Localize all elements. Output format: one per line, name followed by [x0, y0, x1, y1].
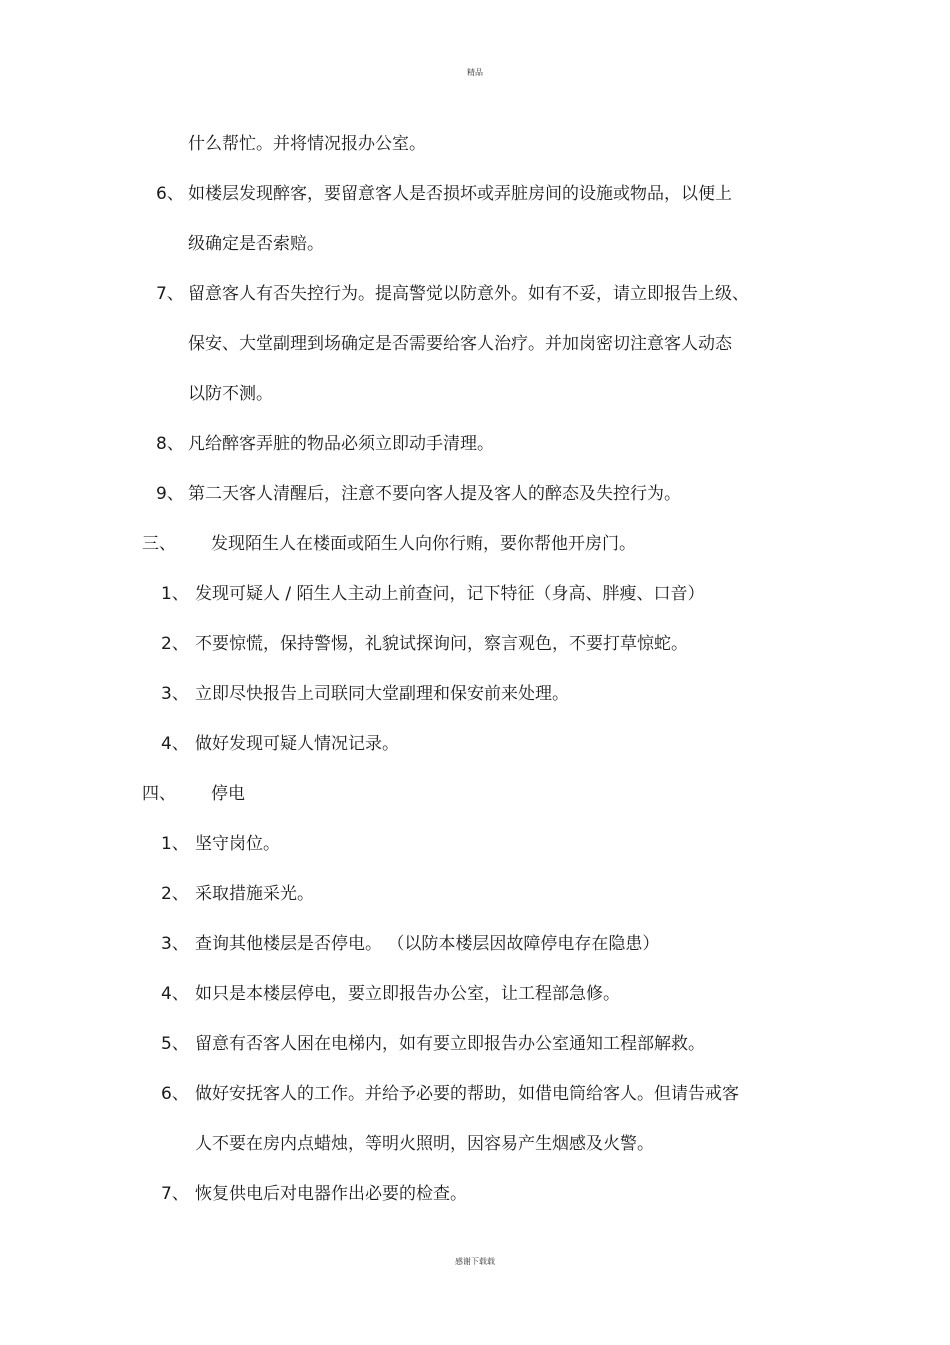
item-number: 1、	[161, 834, 189, 854]
item-number: 4、	[161, 734, 189, 754]
item-number: 6、	[156, 184, 184, 204]
line-text: 什么帮忙。并将情况报办公室。	[188, 134, 426, 154]
line-text: 留意客人有否失控行为。提高警觉以防意外。如有不妥，请立即报告上级、	[188, 284, 749, 304]
line-text: 做好发现可疑人情况记录。	[195, 734, 399, 754]
line-text: 立即尽快报告上司联同大堂副理和保安前来处理。	[195, 684, 569, 704]
item-number: 6、	[161, 1084, 189, 1104]
item-number: 2、	[161, 884, 189, 904]
item-number: 7、	[156, 284, 184, 304]
line-text: 发现可疑人 / 陌生人主动上前查问，记下特征（身高、胖瘦、口音）	[195, 584, 705, 604]
line-text: 人不要在房内点蜡烛，等明火照明，因容易产生烟感及火警。	[195, 1134, 654, 1154]
line-text: 做好安抚客人的工作。并给予必要的帮助，如借电筒给客人。但请告戒客	[195, 1084, 739, 1104]
item-number: 3、	[161, 934, 189, 954]
line-text: 如只是本楼层停电，要立即报告办公室，让工程部急修。	[195, 984, 620, 1004]
page-header: 精品	[467, 68, 483, 77]
line-text: 采取措施采光。	[195, 884, 314, 904]
item-number: 5、	[161, 1034, 189, 1054]
line-text: 坚守岗位。	[195, 834, 280, 854]
section-title: 发现陌生人在楼面或陌生人向你行贿，要你帮他开房门。	[211, 534, 636, 554]
line-text: 凡给醉客弄脏的物品必须立即动手清理。	[188, 434, 494, 454]
item-number: 2、	[161, 634, 189, 654]
item-number: 9、	[156, 484, 184, 504]
item-number: 8、	[156, 434, 184, 454]
line-text: 查询其他楼层是否停电。 （以防本楼层因故障停电存在隐患）	[195, 934, 660, 954]
line-text: 保安、大堂副理到场确定是否需要给客人治疗。并加岗密切注意客人动态	[188, 334, 732, 354]
line-text: 如楼层发现醉客，要留意客人是否损坏或弄脏房间的设施或物品，以便上	[188, 184, 732, 204]
section-number: 三、	[142, 534, 176, 554]
item-number: 1、	[161, 584, 189, 604]
section-title: 停电	[211, 784, 245, 804]
item-number: 7、	[161, 1184, 189, 1204]
line-text: 不要惊慌，保持警惕，礼貌试探询问，察言观色，不要打草惊蛇。	[195, 634, 688, 654]
line-text: 恢复供电后对电器作出必要的检查。	[195, 1184, 467, 1204]
line-text: 以防不测。	[188, 384, 273, 404]
page-footer: 感谢下载载	[455, 1257, 495, 1266]
item-number: 3、	[161, 684, 189, 704]
line-text: 第二天客人清醒后，注意不要向客人提及客人的醉态及失控行为。	[188, 484, 681, 504]
line-text: 级确定是否索赔。	[188, 234, 324, 254]
section-number: 四、	[142, 784, 176, 804]
line-text: 留意有否客人困在电梯内，如有要立即报告办公室通知工程部解救。	[195, 1034, 705, 1054]
item-number: 4、	[161, 984, 189, 1004]
